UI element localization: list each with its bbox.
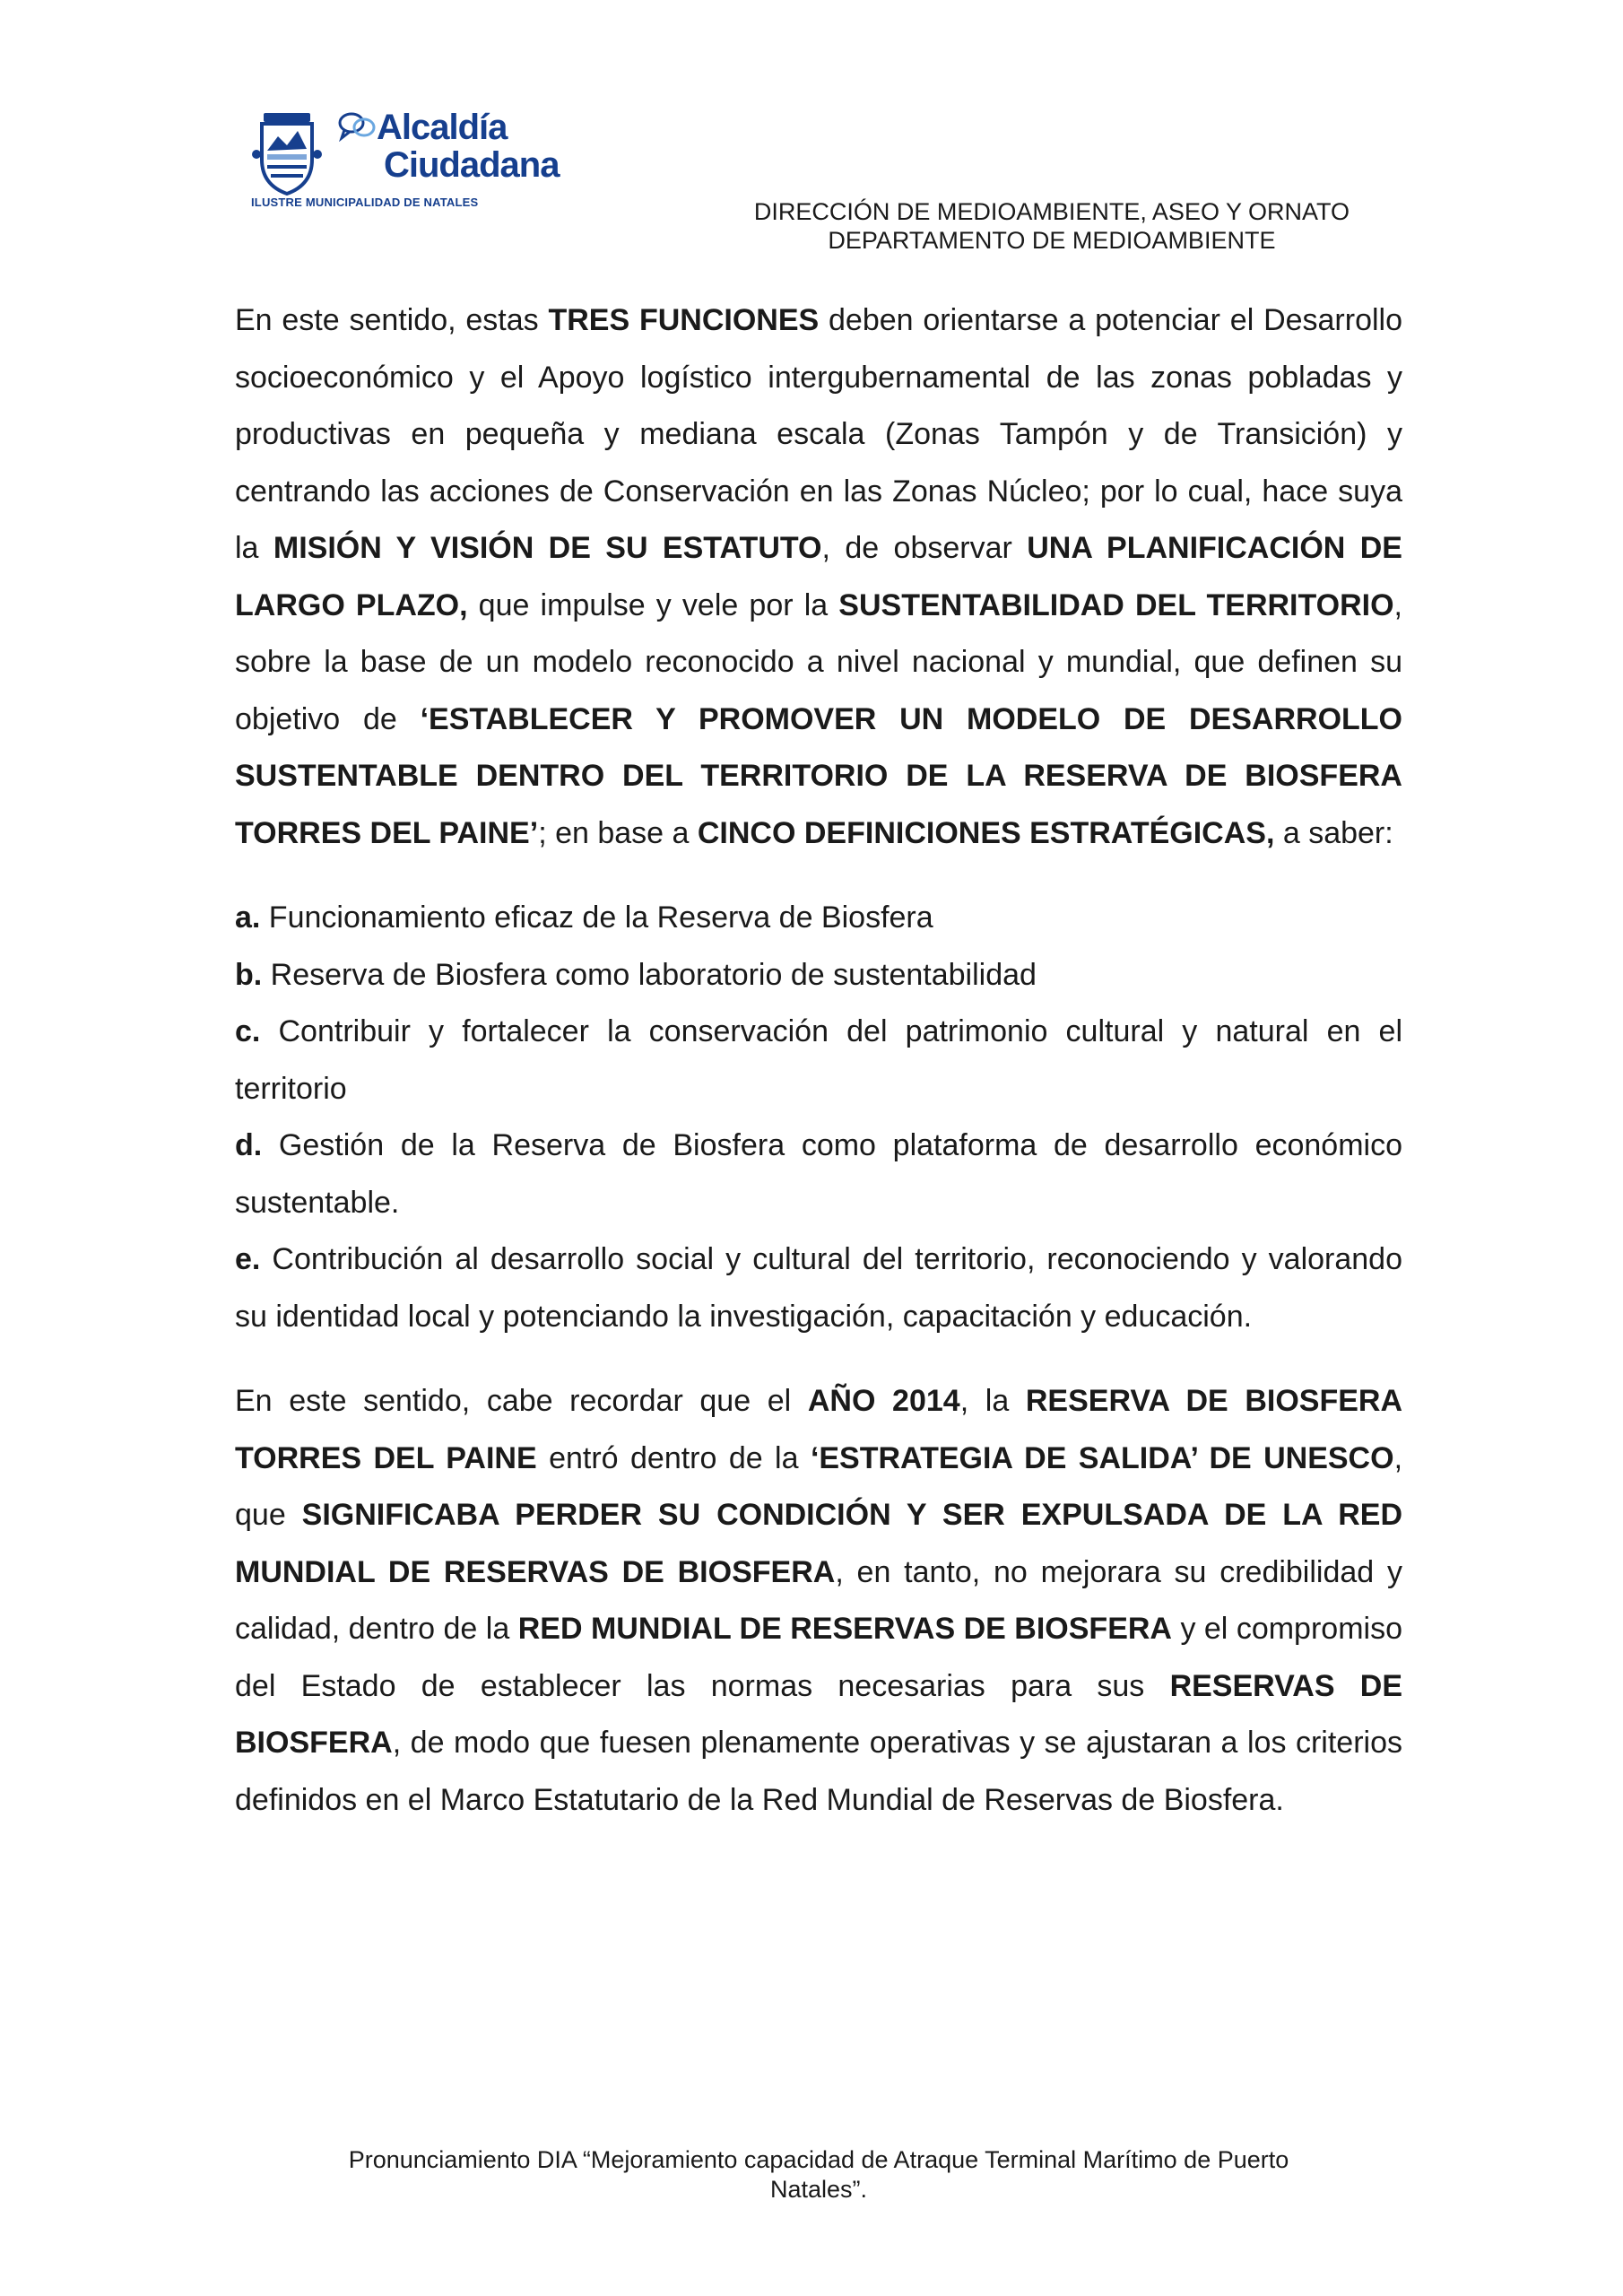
bold-run: SUSTENTABILIDAD DEL TERRITORIO: [838, 587, 1394, 622]
list-letter: b.: [235, 957, 263, 992]
text-run: entró dentro de la: [536, 1440, 811, 1475]
list-item: [235, 1231, 1402, 1345]
paragraph-2: [235, 1373, 1402, 1829]
list-text: Reserva de Biosfera como laboratorio de sustentabilidad: [262, 957, 1037, 992]
bold-run: UNA PLANIFICACIÓN DE LARGO PLAZO,: [235, 531, 1402, 622]
department-line-2: DEPARTAMENTO DE MEDIOAMBIENTE: [828, 227, 1276, 254]
bold-run: RED MUNDIAL DE RESERVAS DE BIOSFERA: [517, 1612, 1172, 1646]
list-letter: a.: [235, 900, 261, 935]
department-line-1: DIRECCIÓN DE MEDIOAMBIENTE, ASEO Y ORNATO: [753, 198, 1350, 225]
paragraph-1: [235, 292, 1402, 862]
footer-line-1: Pronunciamiento DIA “Mejoramiento capacidad de Atraque Terminal Marítimo de Puerto: [348, 2146, 1289, 2173]
list-text: Gestión de la Reserva de Biosfera como plataforma de desarrollo económico sustentable.: [235, 1128, 1402, 1220]
text-run: En este sentido, cabe recordar que el: [235, 1384, 808, 1418]
coat-of-arms-icon: [251, 109, 323, 196]
footer-line-2: Natales”.: [769, 2176, 868, 2203]
text-run: ; en base a: [538, 815, 698, 850]
list-text: Funcionamiento eficaz de la Reserva de Biosfera: [260, 900, 933, 935]
text-run: , de modo que fuesen plenamente operativas y se ajustaran a los criterios definidos en el Marco Estatutario de la Red Mundial de Reservas de Biosfera.: [235, 1726, 1402, 1817]
strategic-definitions-list: [235, 890, 1402, 1345]
bold-run: RESERVAS DE BIOSFERA: [235, 1668, 1402, 1760]
text-run: y el compromiso del Estado de establecer las normas necesarias para sus: [235, 1612, 1402, 1703]
list-letter: c.: [235, 1014, 261, 1048]
bold-run: SIGNIFICABA PERDER SU CONDICIÓN Y SER EXPULSADA DE LA RED MUNDIAL DE RESERVAS DE BIOSFERA: [235, 1498, 1402, 1589]
text-run: , en tanto, no mejorara su credibilidad y calidad, dentro de la: [235, 1554, 1402, 1646]
bold-run: RESERVA DE BIOSFERA TORRES DEL PAINE: [235, 1384, 1402, 1475]
bold-run: ‘ESTRATEGIA DE SALIDA’ DE UNESCO: [810, 1440, 1394, 1475]
bold-run: AÑO 2014: [807, 1384, 960, 1418]
bold-run: CINCO DEFINICIONES ESTRATÉGICAS,: [697, 815, 1275, 850]
document-body: [235, 292, 1402, 1829]
list-item: [235, 1004, 1402, 1118]
list-text: Contribución al desarrollo social y cultural del territorio, reconociendo y valorando su identidad local y potenciando la investigación, capacitación y educación.: [235, 1242, 1402, 1334]
brand-line-2: Ciudadana: [384, 145, 560, 185]
list-letter: e.: [235, 1242, 261, 1276]
speech-bubbles-icon: [337, 111, 377, 142]
text-run: En este sentido, estas: [235, 303, 549, 337]
list-text: Contribuir y fortalecer la conservación del patrimonio cultural y natural en el territorio: [235, 1014, 1402, 1106]
bold-run: MISIÓN Y VISIÓN DE SU ESTATUTO: [273, 531, 822, 565]
text-run: , que: [235, 1440, 1403, 1532]
brand-subtitle: ILUSTRE MUNICIPALIDAD DE NATALES: [251, 196, 479, 209]
bold-run: TRES FUNCIONES: [548, 303, 820, 337]
department-heading: [754, 197, 1350, 255]
brand-line-1: Alcaldía: [377, 108, 508, 147]
municipality-logo: [251, 106, 560, 212]
text-run: a saber:: [1274, 815, 1393, 850]
page-footer: [235, 2145, 1402, 2205]
brand-wordmark: [337, 108, 560, 197]
text-run: , sobre la base de un modelo reconocido a nivel nacional y mundial, que definen su objetivo de: [235, 587, 1402, 736]
list-letter: d.: [235, 1128, 263, 1162]
list-item: [235, 947, 1402, 1004]
text-run: , la: [959, 1384, 1026, 1418]
list-item: [235, 1118, 1402, 1231]
text-run: , de observar: [821, 531, 1028, 565]
bold-run: ‘ESTABLECER Y PROMOVER UN MODELO DE DESARROLLO SUSTENTABLE DENTRO DEL TERRITORIO DE LA RESERVA DE BIOSFERA TORRES DEL PAINE’: [235, 701, 1403, 850]
text-run: deben orientarse a potenciar el Desarrollo socioeconómico y el Apoyo logístico intergubernamental de las zonas pobladas y productivas en pequeña y mediana escala (Zonas Tampón y de Transición) y centrando las acciones de Conservación en las Zonas Núcleo; por lo cual, hace suya la: [235, 303, 1403, 565]
list-item: [235, 890, 1402, 947]
text-run: que impulse y vele por la: [467, 587, 839, 622]
